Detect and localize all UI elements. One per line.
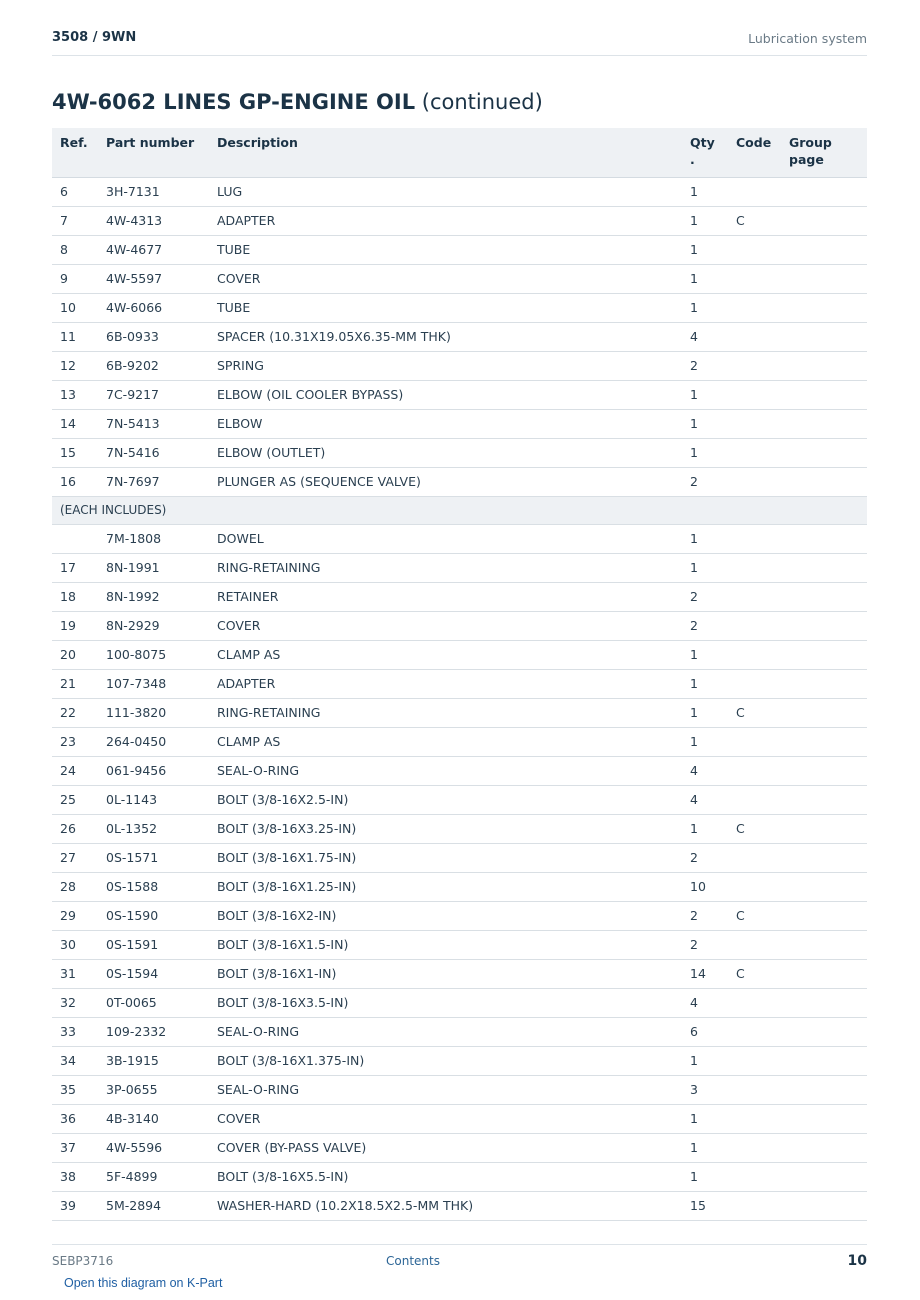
cell-ref: 14 <box>52 409 98 438</box>
cell-description: BOLT (3/8-16X1.25-IN) <box>209 872 682 901</box>
cell-ref: 29 <box>52 901 98 930</box>
cell-code: C <box>728 901 781 930</box>
cell-code <box>728 380 781 409</box>
cell-qty: 1 <box>682 727 728 756</box>
table-row <box>52 409 867 438</box>
cell-qty: 1 <box>682 1104 728 1133</box>
cell-ref: 19 <box>52 611 98 640</box>
section-label: Lubrication system <box>748 31 867 46</box>
cell-ref: 26 <box>52 814 98 843</box>
table-row <box>52 872 867 901</box>
cell-description: ELBOW (OUTLET) <box>209 438 682 467</box>
cell-part-number: 6B-9202 <box>98 351 209 380</box>
cell-code <box>728 553 781 582</box>
table-row <box>52 698 867 727</box>
cell-qty: 2 <box>682 901 728 930</box>
cell-description: LUG <box>209 177 682 206</box>
cell-qty: 15 <box>682 1191 728 1220</box>
cell-part-number: 7N-5416 <box>98 438 209 467</box>
table-row <box>52 901 867 930</box>
cell-code: C <box>728 959 781 988</box>
cell-code <box>728 293 781 322</box>
cell-code <box>728 235 781 264</box>
col-header-part-number: Part number <box>98 128 209 177</box>
cell-qty: 1 <box>682 553 728 582</box>
cell-code <box>728 351 781 380</box>
cell-description: SEAL-O-RING <box>209 756 682 785</box>
cell-code <box>728 438 781 467</box>
cell-ref: 11 <box>52 322 98 351</box>
cell-description: COVER <box>209 611 682 640</box>
cell-part-number: 0S-1591 <box>98 930 209 959</box>
col-header-code: Code <box>728 128 781 177</box>
cell-qty: 1 <box>682 235 728 264</box>
col-header-group-page: Group page <box>781 128 867 177</box>
cell-qty: 1 <box>682 206 728 235</box>
cell-part-number: 3P-0655 <box>98 1075 209 1104</box>
cell-ref: 32 <box>52 988 98 1017</box>
cell-description: BOLT (3/8-16X2-IN) <box>209 901 682 930</box>
table-row <box>52 438 867 467</box>
cell-part-number: 4W-4313 <box>98 206 209 235</box>
cell-code <box>728 1017 781 1046</box>
cell-ref: 15 <box>52 438 98 467</box>
table-row <box>52 264 867 293</box>
cell-ref: 33 <box>52 1017 98 1046</box>
cell-code <box>728 756 781 785</box>
cell-description: CLAMP AS <box>209 727 682 756</box>
cell-qty: 4 <box>682 322 728 351</box>
cell-part-number: 7N-7697 <box>98 467 209 496</box>
cell-group-page <box>781 409 867 438</box>
cell-ref: 9 <box>52 264 98 293</box>
cell-code <box>728 1191 781 1220</box>
title-continued: (continued) <box>421 90 543 114</box>
cell-qty: 4 <box>682 756 728 785</box>
cell-qty: 1 <box>682 438 728 467</box>
cell-group-page <box>781 988 867 1017</box>
cell-qty: 2 <box>682 351 728 380</box>
cell-group-page <box>781 1162 867 1191</box>
cell-ref: 12 <box>52 351 98 380</box>
cell-ref: 27 <box>52 843 98 872</box>
cell-part-number: 4W-6066 <box>98 293 209 322</box>
cell-group-page <box>781 235 867 264</box>
cell-group-page <box>781 438 867 467</box>
cell-ref: 16 <box>52 467 98 496</box>
table-row <box>52 177 867 206</box>
cell-description: RETAINER <box>209 582 682 611</box>
cell-part-number: 5F-4899 <box>98 1162 209 1191</box>
cell-part-number: 8N-1992 <box>98 582 209 611</box>
cell-qty: 10 <box>682 872 728 901</box>
cell-description: BOLT (3/8-16X1.75-IN) <box>209 843 682 872</box>
cell-ref: 13 <box>52 380 98 409</box>
cell-ref: 28 <box>52 872 98 901</box>
cell-code <box>728 177 781 206</box>
cell-ref: 36 <box>52 1104 98 1133</box>
cell-group-page <box>781 177 867 206</box>
cell-description: RING-RETAINING <box>209 698 682 727</box>
cell-part-number: 4B-3140 <box>98 1104 209 1133</box>
cell-group-page <box>781 930 867 959</box>
table-row <box>52 322 867 351</box>
cell-code <box>728 930 781 959</box>
cell-description: TUBE <box>209 293 682 322</box>
cell-ref: 34 <box>52 1046 98 1075</box>
cell-code <box>728 322 781 351</box>
cell-qty: 4 <box>682 988 728 1017</box>
cell-group-page <box>781 669 867 698</box>
group-row <box>52 496 867 524</box>
page-title <box>52 90 543 114</box>
cell-ref: 25 <box>52 785 98 814</box>
table-row <box>52 930 867 959</box>
parts-table <box>52 128 867 1221</box>
page-header <box>52 28 867 56</box>
cell-description: BOLT (3/8-16X3.5-IN) <box>209 988 682 1017</box>
cell-description: CLAMP AS <box>209 640 682 669</box>
cell-group-page <box>781 843 867 872</box>
page-number: 10 <box>847 1253 867 1269</box>
table-row <box>52 1191 867 1220</box>
cell-ref: 30 <box>52 930 98 959</box>
cell-ref: 7 <box>52 206 98 235</box>
cell-ref: 39 <box>52 1191 98 1220</box>
cell-code: C <box>728 814 781 843</box>
parts-table-body <box>52 177 867 1220</box>
cell-group-page <box>781 1075 867 1104</box>
cell-group-page <box>781 206 867 235</box>
cell-group-page <box>781 727 867 756</box>
table-row <box>52 582 867 611</box>
title-main: 4W-6062 LINES GP-ENGINE OIL <box>52 90 416 114</box>
cell-group-page <box>781 380 867 409</box>
table-row <box>52 727 867 756</box>
cell-part-number: 7M-1808 <box>98 524 209 553</box>
cell-group-page <box>781 1191 867 1220</box>
cell-part-number: 0S-1571 <box>98 843 209 872</box>
cell-code <box>728 640 781 669</box>
cell-code <box>728 727 781 756</box>
cell-part-number: 3B-1915 <box>98 1046 209 1075</box>
cell-ref: 22 <box>52 698 98 727</box>
col-header-description: Description <box>209 128 682 177</box>
table-row <box>52 988 867 1017</box>
cell-group-page <box>781 553 867 582</box>
cell-group-page <box>781 785 867 814</box>
cell-group-page <box>781 322 867 351</box>
cell-ref: 38 <box>52 1162 98 1191</box>
cell-description: BOLT (3/8-16X1.375-IN) <box>209 1046 682 1075</box>
model-label: 3508 / 9WN <box>52 30 137 45</box>
cell-code <box>728 467 781 496</box>
cell-group-page <box>781 1133 867 1162</box>
cell-group-page <box>781 582 867 611</box>
cell-group-page <box>781 901 867 930</box>
cell-ref: 6 <box>52 177 98 206</box>
cell-part-number: 6B-0933 <box>98 322 209 351</box>
cell-part-number: 0S-1588 <box>98 872 209 901</box>
cell-part-number: 4W-5596 <box>98 1133 209 1162</box>
cell-part-number: 264-0450 <box>98 727 209 756</box>
group-label: (EACH INCLUDES) <box>52 496 867 524</box>
cell-qty: 6 <box>682 1017 728 1046</box>
cell-code <box>728 1162 781 1191</box>
table-row <box>52 1017 867 1046</box>
cell-description: SPRING <box>209 351 682 380</box>
cell-description: DOWEL <box>209 524 682 553</box>
cell-part-number: 5M-2894 <box>98 1191 209 1220</box>
cell-ref: 37 <box>52 1133 98 1162</box>
col-header-qty: Qty . <box>682 128 728 177</box>
table-row <box>52 843 867 872</box>
cell-group-page <box>781 293 867 322</box>
cell-ref: 35 <box>52 1075 98 1104</box>
table-row <box>52 380 867 409</box>
col-header-ref: Ref. <box>52 128 98 177</box>
cell-description: ADAPTER <box>209 669 682 698</box>
cell-part-number: 0L-1352 <box>98 814 209 843</box>
cell-group-page <box>781 698 867 727</box>
cell-group-page <box>781 1017 867 1046</box>
cell-qty: 2 <box>682 467 728 496</box>
cell-ref <box>52 524 98 553</box>
cell-qty: 2 <box>682 930 728 959</box>
cell-qty: 1 <box>682 669 728 698</box>
cell-description: COVER <box>209 1104 682 1133</box>
cell-description: BOLT (3/8-16X1-IN) <box>209 959 682 988</box>
cell-description: BOLT (3/8-16X1.5-IN) <box>209 930 682 959</box>
cell-code <box>728 843 781 872</box>
cell-group-page <box>781 264 867 293</box>
cell-code <box>728 409 781 438</box>
cell-part-number: 111-3820 <box>98 698 209 727</box>
cell-description: COVER (BY-PASS VALVE) <box>209 1133 682 1162</box>
cell-qty: 1 <box>682 1162 728 1191</box>
table-header-row <box>52 128 867 177</box>
cell-description: BOLT (3/8-16X2.5-IN) <box>209 785 682 814</box>
table-row <box>52 640 867 669</box>
cell-qty: 1 <box>682 264 728 293</box>
cell-code <box>728 264 781 293</box>
cell-part-number: 3H-7131 <box>98 177 209 206</box>
cell-description: RING-RETAINING <box>209 553 682 582</box>
cell-part-number: 8N-2929 <box>98 611 209 640</box>
cell-code <box>728 1075 781 1104</box>
cell-ref: 18 <box>52 582 98 611</box>
cell-description: ELBOW <box>209 409 682 438</box>
table-row <box>52 814 867 843</box>
cell-qty: 2 <box>682 843 728 872</box>
cell-part-number: 4W-4677 <box>98 235 209 264</box>
cell-code <box>728 785 781 814</box>
cell-code <box>728 1046 781 1075</box>
cell-code <box>728 611 781 640</box>
cell-qty: 14 <box>682 959 728 988</box>
contents-link[interactable]: Contents <box>386 1254 440 1268</box>
cell-description: PLUNGER AS (SEQUENCE VALVE) <box>209 467 682 496</box>
cell-ref: 10 <box>52 293 98 322</box>
cell-description: BOLT (3/8-16X3.25-IN) <box>209 814 682 843</box>
cell-group-page <box>781 756 867 785</box>
cell-description: BOLT (3/8-16X5.5-IN) <box>209 1162 682 1191</box>
cell-code: C <box>728 206 781 235</box>
cell-code: C <box>728 698 781 727</box>
document-id: SEBP3716 <box>52 1254 114 1268</box>
cell-part-number: 8N-1991 <box>98 553 209 582</box>
cell-qty: 2 <box>682 582 728 611</box>
cell-code <box>728 582 781 611</box>
cell-qty: 1 <box>682 1133 728 1162</box>
cell-qty: 1 <box>682 1046 728 1075</box>
cell-group-page <box>781 872 867 901</box>
table-row <box>52 611 867 640</box>
cell-code <box>728 524 781 553</box>
cell-qty: 4 <box>682 785 728 814</box>
cell-description: SEAL-O-RING <box>209 1017 682 1046</box>
cell-part-number: 0L-1143 <box>98 785 209 814</box>
cell-part-number: 061-9456 <box>98 756 209 785</box>
cell-part-number: 0T-0065 <box>98 988 209 1017</box>
cell-description: COVER <box>209 264 682 293</box>
cell-part-number: 109-2332 <box>98 1017 209 1046</box>
cell-group-page <box>781 640 867 669</box>
cell-ref: 17 <box>52 553 98 582</box>
cell-description: ADAPTER <box>209 206 682 235</box>
cell-group-page <box>781 1046 867 1075</box>
cell-part-number: 7N-5413 <box>98 409 209 438</box>
cell-code <box>728 1104 781 1133</box>
table-row <box>52 1133 867 1162</box>
cell-qty: 1 <box>682 380 728 409</box>
cell-group-page <box>781 959 867 988</box>
cell-part-number: 100-8075 <box>98 640 209 669</box>
table-row <box>52 206 867 235</box>
cell-ref: 20 <box>52 640 98 669</box>
cell-part-number: 0S-1590 <box>98 901 209 930</box>
cell-code <box>728 669 781 698</box>
cell-group-page <box>781 611 867 640</box>
table-row <box>52 467 867 496</box>
cell-code <box>728 988 781 1017</box>
cell-part-number: 4W-5597 <box>98 264 209 293</box>
cell-description: ELBOW (OIL COOLER BYPASS) <box>209 380 682 409</box>
cell-part-number: 7C-9217 <box>98 380 209 409</box>
table-row <box>52 1162 867 1191</box>
cell-group-page <box>781 524 867 553</box>
table-row <box>52 351 867 380</box>
table-row <box>52 756 867 785</box>
cell-ref: 23 <box>52 727 98 756</box>
cell-part-number: 107-7348 <box>98 669 209 698</box>
table-row <box>52 293 867 322</box>
cell-group-page <box>781 1104 867 1133</box>
table-row <box>52 235 867 264</box>
cell-qty: 1 <box>682 698 728 727</box>
cell-qty: 1 <box>682 640 728 669</box>
cell-qty: 1 <box>682 814 728 843</box>
cell-ref: 8 <box>52 235 98 264</box>
cell-qty: 3 <box>682 1075 728 1104</box>
cell-qty: 2 <box>682 611 728 640</box>
table-row <box>52 785 867 814</box>
cell-description: TUBE <box>209 235 682 264</box>
cell-qty: 1 <box>682 524 728 553</box>
cell-group-page <box>781 351 867 380</box>
cell-group-page <box>781 814 867 843</box>
cell-description: SEAL-O-RING <box>209 1075 682 1104</box>
cell-code <box>728 1133 781 1162</box>
cell-part-number: 0S-1594 <box>98 959 209 988</box>
table-row <box>52 1075 867 1104</box>
table-row <box>52 959 867 988</box>
cell-ref: 24 <box>52 756 98 785</box>
cell-ref: 21 <box>52 669 98 698</box>
table-row <box>52 1046 867 1075</box>
cell-group-page <box>781 467 867 496</box>
cell-description: SPACER (10.31X19.05X6.35-MM THK) <box>209 322 682 351</box>
table-row <box>52 524 867 553</box>
cell-qty: 1 <box>682 293 728 322</box>
cell-qty: 1 <box>682 177 728 206</box>
page-footer <box>52 1244 867 1274</box>
cell-code <box>728 872 781 901</box>
table-row <box>52 669 867 698</box>
table-row <box>52 1104 867 1133</box>
cell-ref: 31 <box>52 959 98 988</box>
kpart-diagram-link[interactable]: Open this diagram on K-Part <box>64 1276 223 1290</box>
table-row <box>52 553 867 582</box>
cell-qty: 1 <box>682 409 728 438</box>
cell-description: WASHER-HARD (10.2X18.5X2.5-MM THK) <box>209 1191 682 1220</box>
